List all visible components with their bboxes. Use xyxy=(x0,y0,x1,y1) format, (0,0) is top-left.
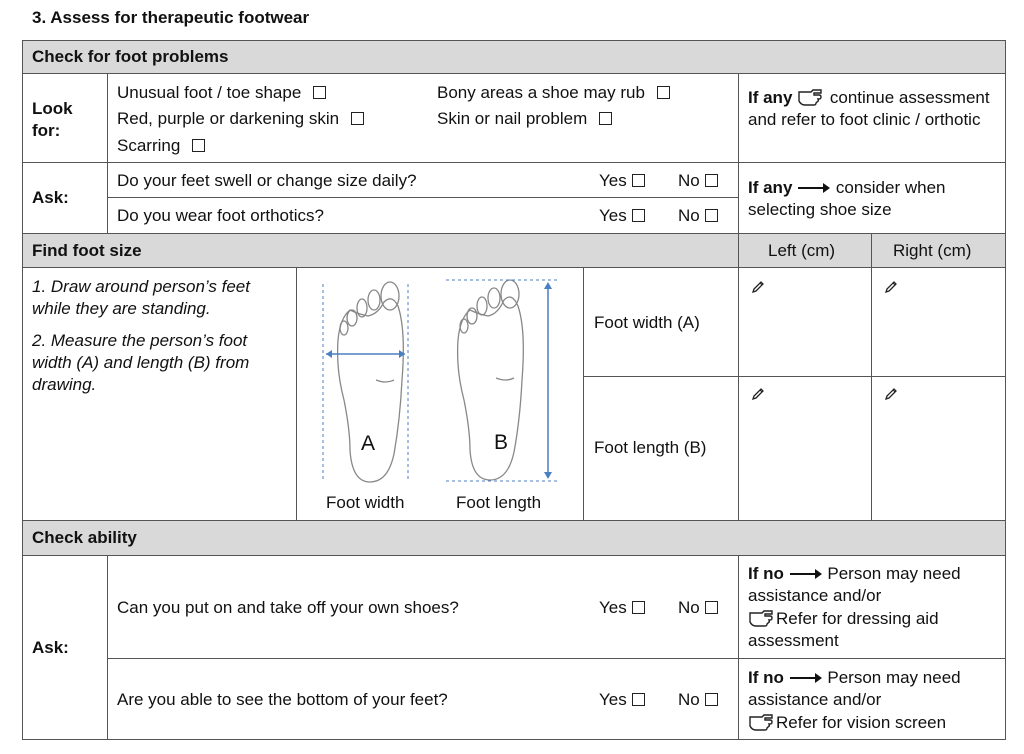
question-swell: Do your feet swell or change size daily? xyxy=(117,171,417,190)
look-item-red-skin: Red, purple or darkening skin xyxy=(117,109,364,129)
look-for-label: Look for: xyxy=(32,99,73,140)
checkbox-icon[interactable] xyxy=(657,86,670,99)
checkbox-icon[interactable] xyxy=(351,112,364,125)
section-title: 3. Assess for therapeutic footwear xyxy=(32,8,310,27)
caption-foot-width: Foot width xyxy=(326,493,405,512)
instruction-step-2: 2. Measure the person’s foot width (A) and length (B) from drawing. xyxy=(32,331,250,394)
col-header-left-cm: Left (cm) xyxy=(768,241,836,260)
instruction-step-1: 1. Draw around person’s feet while they are standing. xyxy=(32,277,250,318)
look-item-scarring: Scarring xyxy=(117,136,205,156)
no-option: No xyxy=(678,598,718,618)
row-foot-length: Foot length (B) xyxy=(594,438,707,457)
checkbox-icon[interactable] xyxy=(705,601,718,614)
yes-option: Yes xyxy=(599,690,645,710)
no-option: No xyxy=(678,206,718,226)
checkbox-icon[interactable] xyxy=(705,209,718,222)
pencil-icon[interactable] xyxy=(750,386,766,402)
pencil-icon[interactable] xyxy=(883,279,899,295)
header-find-foot-size: Find foot size xyxy=(32,241,142,260)
checkbox-icon[interactable] xyxy=(705,174,718,187)
ability-note-2: If no Person may need assistance and/or Refer for vision screen xyxy=(748,668,961,732)
row-foot-width: Foot width (A) xyxy=(594,313,700,332)
checkbox-icon[interactable] xyxy=(313,86,326,99)
ability-note-1: If no Person may need assistance and/or Refer for dressing aid assessment xyxy=(748,564,961,650)
look-item-unusual-shape: Unusual foot / toe shape xyxy=(117,83,326,103)
question-orthotics: Do you wear foot orthotics? xyxy=(117,206,324,225)
foot-letter-a: A xyxy=(361,432,376,455)
look-item-bony-areas: Bony areas a shoe may rub xyxy=(437,83,670,103)
pointing-hand-icon xyxy=(748,607,776,627)
question-shoes: Can you put on and take off your own shoes? xyxy=(117,598,459,617)
question-see-feet: Are you able to see the bottom of your feet? xyxy=(117,690,448,709)
look-item-skin-nail: Skin or nail problem xyxy=(437,109,612,129)
pencil-icon[interactable] xyxy=(750,279,766,295)
header-check-foot-problems: Check for foot problems xyxy=(32,47,229,66)
look-note: If any continue assessment and refer to foot clinic / orthotic xyxy=(748,88,990,129)
checkbox-icon[interactable] xyxy=(632,209,645,222)
caption-foot-length: Foot length xyxy=(456,493,542,512)
right-arrow-icon xyxy=(789,568,823,580)
checkbox-icon[interactable] xyxy=(632,174,645,187)
foot-outline-b xyxy=(458,280,524,480)
checkbox-icon[interactable] xyxy=(599,112,612,125)
pencil-icon[interactable] xyxy=(883,386,899,402)
right-arrow-icon xyxy=(789,672,823,684)
foot-diagrams xyxy=(298,270,582,518)
yes-option: Yes xyxy=(599,206,645,226)
ask-label-ability: Ask: xyxy=(32,638,69,657)
ask-note: If any consider when selecting shoe size xyxy=(748,178,946,219)
pointing-hand-icon xyxy=(797,86,825,106)
checkbox-icon[interactable] xyxy=(705,693,718,706)
col-header-right-cm: Right (cm) xyxy=(893,241,972,260)
checkbox-icon[interactable] xyxy=(632,601,645,614)
pointing-hand-icon xyxy=(748,711,776,731)
ask-label-problems: Ask: xyxy=(32,188,69,207)
yes-option: Yes xyxy=(599,171,645,191)
checkbox-icon[interactable] xyxy=(632,693,645,706)
foot-letter-b: B xyxy=(494,431,509,454)
checkbox-icon[interactable] xyxy=(192,139,205,152)
no-option: No xyxy=(678,690,718,710)
header-band-ability xyxy=(22,520,1005,555)
header-check-ability: Check ability xyxy=(32,528,137,547)
right-arrow-icon xyxy=(797,182,831,194)
no-option: No xyxy=(678,171,718,191)
yes-option: Yes xyxy=(599,598,645,618)
header-band-size xyxy=(22,233,1005,267)
